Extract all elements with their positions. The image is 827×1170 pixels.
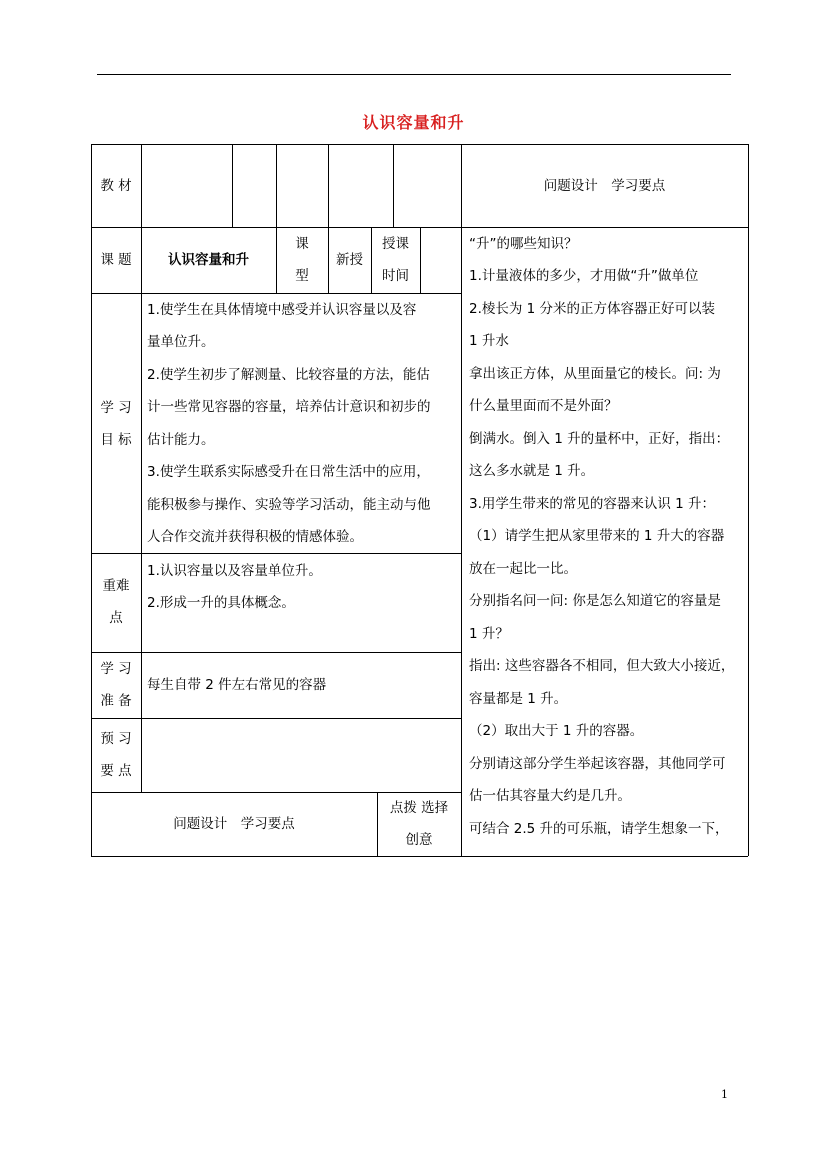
- label-goals-2: 目 标: [100, 432, 132, 448]
- table-border-right: [748, 144, 749, 856]
- goal-line: 2.使学生初步了解测量、比较容量的方法，能估: [147, 367, 430, 383]
- table-border-top: [91, 144, 748, 145]
- right-line: 倒满水。倒入 1 升的量杯中，正好，指出：: [469, 431, 730, 447]
- page-number: 1: [721, 1088, 728, 1101]
- label-preview-1: 预 习: [100, 731, 132, 747]
- label-jiaocai: 教 材: [100, 178, 132, 194]
- right-line: 分别请这部分学生举起该容器，其他同学可: [469, 756, 726, 772]
- lesson-type: 新授: [336, 252, 363, 268]
- right-line: 拿出该正方体，从里面量它的棱长。问: 为: [469, 366, 721, 382]
- preparation-text: 每生自带 2 件左右常见的容器: [147, 677, 327, 693]
- cell-divider: [393, 144, 394, 227]
- right-line: 什么量里面而不是外面？: [469, 398, 618, 414]
- label-preview-2: 要 点: [100, 763, 132, 779]
- bottom-right-heading-1: 点拨 选择: [389, 800, 449, 816]
- right-line: “升”的哪些知识？: [469, 236, 578, 252]
- difficulty-line: 1.认识容量以及容量单位升。: [147, 563, 322, 579]
- right-line: 估一估其容量大约是几升。: [469, 788, 631, 804]
- label-prep-1: 学 习: [100, 661, 132, 677]
- label-goals-1: 学 习: [100, 400, 132, 416]
- right-line: 指出: 这些容器各不相同，但大致大小接近，: [469, 658, 735, 674]
- right-line: （2）取出大于 1 升的容器。: [469, 723, 644, 739]
- label-difficulty-2: 点: [109, 610, 123, 626]
- label-prep-2: 准 备: [100, 693, 132, 709]
- goal-line: 人合作交流并获得积极的情感体验。: [147, 529, 363, 545]
- page-title: 认识容量和升: [362, 113, 465, 132]
- goal-line: 3.使学生联系实际感受升在日常生活中的应用，: [147, 464, 430, 480]
- difficulty-line: 2.形成一升的具体概念。: [147, 595, 295, 611]
- label-divider: [141, 144, 142, 792]
- right-line: 2.棱长为 1 分米的正方体容器正好可以装: [469, 301, 716, 317]
- bottom-left-heading: 问题设计 学习要点: [173, 816, 295, 832]
- topic-name: 认识容量和升: [168, 252, 249, 268]
- label-kexing-2: 型: [295, 268, 309, 284]
- right-line: 3.用学生带来的常见的容器来认识 1 升：: [469, 496, 716, 512]
- label-keti: 课 题: [100, 252, 132, 268]
- column-divider: [461, 144, 462, 856]
- label-kexing-1: 课: [295, 236, 309, 252]
- row-line: [91, 652, 461, 653]
- goal-line: 1.使学生在具体情境中感受并认识容量以及容: [147, 302, 417, 318]
- goal-line: 量单位升。: [147, 334, 215, 350]
- right-line: 放在一起比一比。: [469, 561, 577, 577]
- right-header: 问题设计 学习要点: [543, 178, 666, 194]
- table-border-bottom: [91, 856, 748, 857]
- right-line: 容量都是 1 升。: [469, 691, 568, 707]
- cell-divider: [420, 227, 421, 293]
- right-line: 1 升？: [469, 626, 509, 642]
- header-rule: [97, 74, 731, 75]
- goal-line: 计一些常见容器的容量，培养估计意识和初步的: [147, 399, 431, 415]
- label-shijian-1: 授课: [382, 236, 409, 252]
- right-line: 分别指名问一问: 你是怎么知道它的容量是: [469, 593, 721, 609]
- row-line: [91, 718, 461, 719]
- right-line: （1）请学生把从家里带来的 1 升大的容器: [469, 528, 725, 544]
- right-line: 1.计量液体的多少，才用做“升”做单位: [469, 268, 699, 284]
- goal-line: 能积极参与操作、实验等学习活动，能主动与他: [147, 497, 431, 513]
- goal-line: 估计能力。: [147, 432, 215, 448]
- label-shijian-2: 时间: [382, 268, 409, 284]
- cell-divider: [232, 144, 233, 227]
- right-line: 这么多水就是 1 升。: [469, 463, 595, 479]
- bottom-right-heading-2: 创意: [405, 832, 433, 848]
- label-difficulty-1: 重难: [102, 578, 130, 594]
- right-line: 1 升水: [469, 333, 509, 349]
- right-line: 可结合 2.5 升的可乐瓶，请学生想象一下，: [469, 821, 729, 837]
